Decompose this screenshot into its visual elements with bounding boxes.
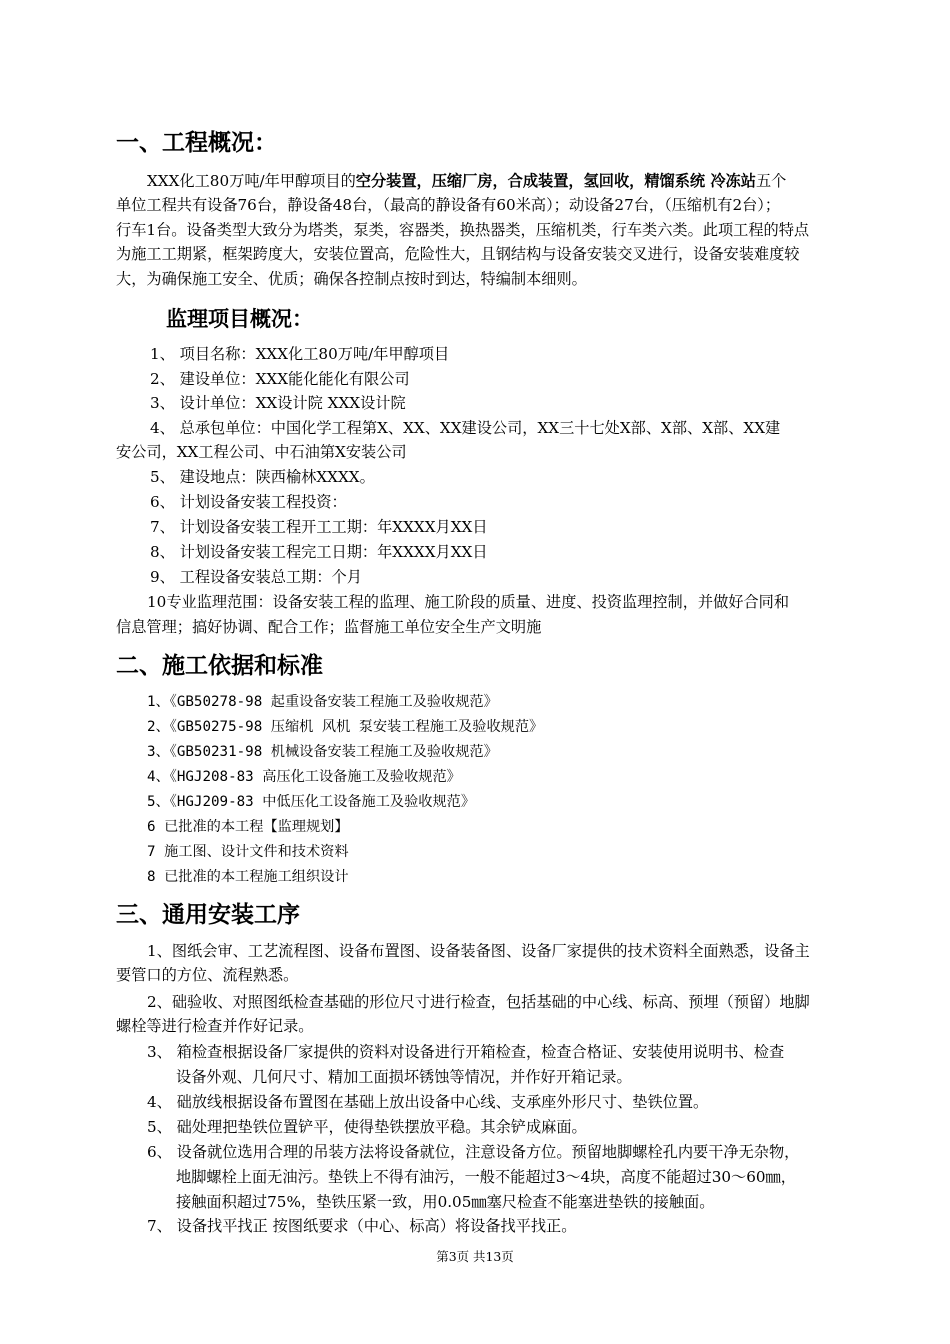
section-1-paragraph-line-5: 大，为确保施工安全、优质；确保各控制点按时到达，特编制本细则。 [116, 270, 587, 288]
section-1-paragraph-line-1: XXX化工80万吨/年甲醇项目的空分装置，压缩厂房，合成装置，氢回收，精馏系统 冷冻站五个 [147, 172, 787, 190]
standard-item: 8 已批准的本工程施工组织设计 [147, 869, 349, 885]
section-1-paragraph-line-4: 为施工工期紧，框架跨度大，安装位置高，危险性大，且钢结构与设备安装交叉进行，设备安装难度较 [116, 245, 800, 263]
supervision-item: 安公司，XX工程公司、中石油第X安装公司 [116, 443, 407, 461]
standard-item: 4、《HGJ208-83 高压化工设备施工及验收规范》 [147, 769, 461, 785]
supervision-item: 4、 总承包单位：中国化学工程第X、XX、XX建设公司，XX三十七处X部、X部、X部、XX建 [150, 419, 781, 437]
section-2-title: 二、施工依据和标准 [116, 653, 323, 679]
supervision-item: 2、 建设单位：XXX能化能化有限公司 [150, 370, 410, 388]
procedure-line: 5、 础处理把垫铁位置铲平，使得垫铁摆放平稳。其余铲成麻面。 [147, 1118, 587, 1136]
procedure-line: 6、 设备就位选用合理的吊装方法将设备就位，注意设备方位。预留地脚螺栓孔内要干净无杂物， [147, 1143, 800, 1161]
section-3-title: 三、通用安装工序 [116, 902, 300, 928]
procedure-line: 地脚螺栓上面无油污。垫铁上不得有油污，一般不能超过3～4块，高度不能超过30～60㎜， [176, 1168, 796, 1186]
procedure-line: 要管口的方位、流程熟悉。 [116, 966, 299, 984]
supervision-item: 7、 计划设备安装工程开工工期：年XXXX月XX日 [150, 518, 488, 536]
standard-item: 3、《GB50231-98 机械设备安装工程施工及验收规范》 [147, 744, 498, 760]
supervision-item: 3、 设计单位：XX设计院 XXX设计院 [150, 394, 406, 412]
procedure-line: 2、础验收、对照图纸检查基础的形位尺寸进行检查，包括基础的中心线、标高、预埋（预留）地脚 [147, 993, 810, 1011]
page-footer: 第3页 共13页 [436, 1249, 514, 1264]
standard-item: 5、《HGJ209-83 中低压化工设备施工及验收规范》 [147, 794, 476, 810]
standard-item: 1、《GB50278-98 起重设备安装工程施工及验收规范》 [147, 694, 498, 710]
supervision-item: 10专业监理范围：设备安装工程的监理、施工阶段的质量、进度、投资监理控制，并做好合同和 [147, 593, 790, 611]
section-1-title: 一、工程概况： [116, 130, 277, 156]
supervision-item: 信息管理；搞好协调、配合工作；监督施工单位安全生产文明施 [116, 618, 542, 636]
supervision-item: 9、 工程设备安装总工期：个月 [150, 568, 362, 586]
section-1-paragraph-line-3: 行车1台。设备类型大致分为塔类，泵类，容器类，换热器类，压缩机类，行车类六类。此项工程的特点 [116, 221, 810, 239]
procedure-line: 3、 箱检查根据设备厂家提供的资料对设备进行开箱检查，检查合格证、安装使用说明书、检查 [147, 1043, 785, 1061]
procedure-line: 接触面积超过75%，垫铁压紧一致，用0.05㎜塞尺检查不能塞进垫铁的接触面。 [176, 1193, 715, 1211]
procedure-line: 1、图纸会审、工艺流程图、设备布置图、设备装备图、设备厂家提供的技术资料全面熟悉，设备主 [147, 942, 810, 960]
supervision-item: 5、 建设地点：陕西榆林XXXX。 [150, 468, 375, 486]
supervision-item: 8、 计划设备安装工程完工日期：年XXXX月XX日 [150, 543, 488, 561]
procedure-line: 4、 础放线根据设备布置图在基础上放出设备中心线、支承座外形尺寸、垫铁位置。 [147, 1093, 709, 1111]
standard-item: 6 已批准的本工程【监理规划】 [147, 819, 349, 835]
supervision-overview-title: 监理项目概况： [166, 307, 313, 331]
procedure-line: 7、 设备找平找正 按图纸要求（中心、标高）将设备找平找正。 [147, 1217, 577, 1235]
supervision-item: 1、 项目名称：XXX化工80万吨/年甲醇项目 [150, 345, 450, 363]
procedure-line: 螺栓等进行检查并作好记录。 [116, 1017, 314, 1035]
standard-item: 2、《GB50275-98 压缩机 风机 泵安装工程施工及验收规范》 [147, 719, 544, 735]
supervision-item: 6、 计划设备安装工程投资： [150, 493, 347, 511]
section-1-paragraph-line-2: 单位工程共有设备76台，静设备48台，（最高的静设备有60米高）；动设备27台，（压缩机有2台）； [116, 196, 781, 214]
standard-item: 7 施工图、设计文件和技术资料 [147, 844, 349, 860]
procedure-line: 设备外观、几何尺寸、精加工面损坏锈蚀等情况，并作好开箱记录。 [176, 1068, 632, 1086]
